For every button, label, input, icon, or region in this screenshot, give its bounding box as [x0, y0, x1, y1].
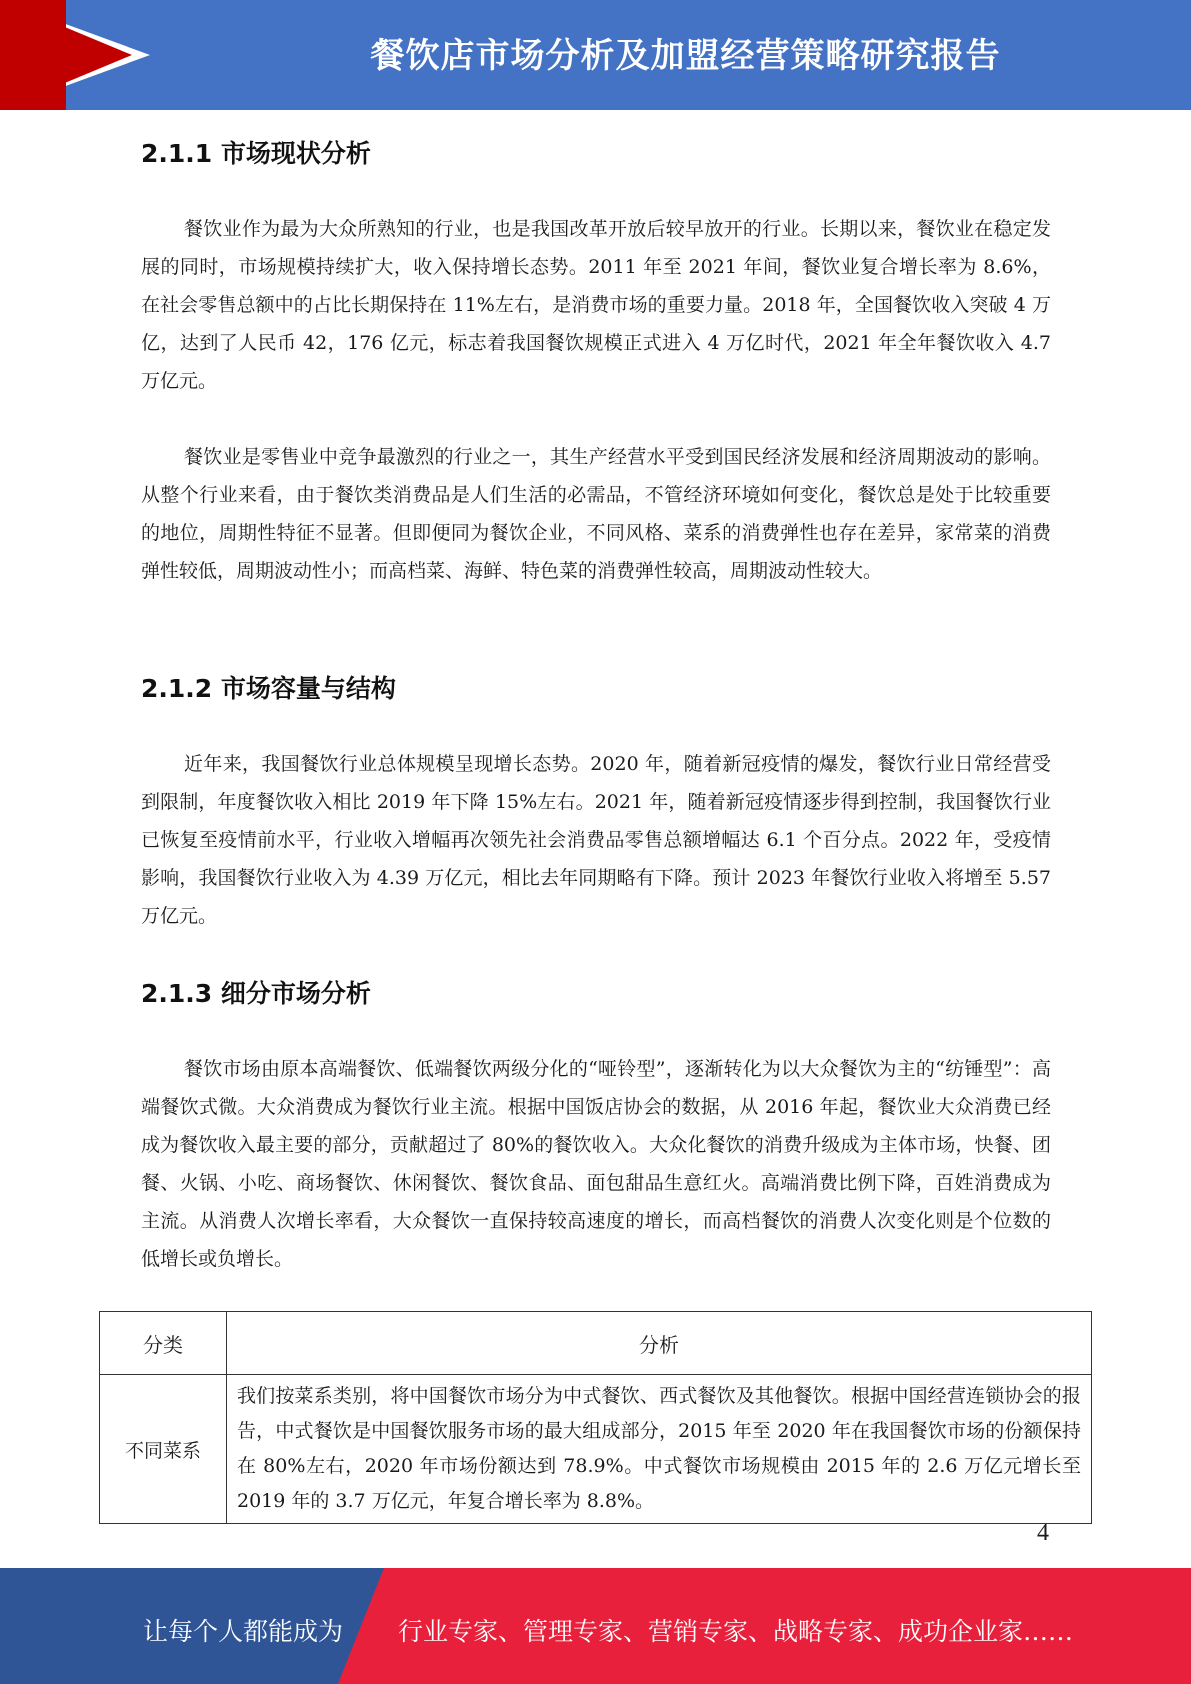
- table-header-analysis: 分析: [227, 1312, 1092, 1375]
- section-2-1-2-paragraph-1: 近年来，我国餐饮行业总体规模呈现增长态势。2020 年，随着新冠疫情的爆发，餐饮行业日常经营受到限制，年度餐饮收入相比 2019 年下降 15%左右。2021 年，随着新冠疫情逐步得到控制，我国餐饮行业已恢复至疫情前水平，行业收入增幅再次领先社会消费品零售总额增幅达 6.1 个百分点。2022 年，受疫情影响，我国餐饮行业收入为 4.39 万亿元，相比去年同期略有下降。预计 2023 年餐饮行业收入将增至 5.57 万亿元。: [141, 753, 1051, 927]
- table-row: [100, 1375, 1092, 1524]
- table-cell-analysis: 我们按菜系类别，将中国餐饮市场分为中式餐饮、西式餐饮及其他餐饮。根据中国经营连锁协会的报告，中式餐饮是中国餐饮服务市场的最大组成部分，2015 年至 2020 年在我国餐饮市场的份额保持在 80%左右，2020 年市场份额达到 78.9%。中式餐饮市场规模由 2015 年的 2.6 万亿元增长至 2019 年的 3.7 万亿元，年复合增长率为 8.8%。: [227, 1375, 1092, 1524]
- section-2-1-1-paragraph-2: 餐饮业是零售业中竞争最激烈的行业之一，其生产经营水平受到国民经济发展和经济周期波动的影响。从整个行业来看，由于餐饮类消费品是人们生活的必需品，不管经济环境如何变化，餐饮总是处于比较重要的地位，周期性特征不显著。但即便同为餐饮企业，不同风格、菜系的消费弹性也存在差异，家常菜的消费弹性较低，周期波动性小；而高档菜、海鲜、特色菜的消费弹性较高，周期波动性较大。: [141, 446, 1051, 582]
- chevron-red-decoration: [0, 0, 132, 110]
- section-heading-2-1-3: 2.1.3 细分市场分析: [141, 979, 371, 1008]
- page-header: [0, 0, 1191, 110]
- footer-slogan-right: 行业专家、管理专家、营销专家、战略专家、成功企业家……: [398, 1617, 1074, 1646]
- page-footer: [0, 1568, 1191, 1684]
- section-2-1-3-paragraph-1: 餐饮市场由原本高端餐饮、低端餐饮两级分化的“哑铃型”，逐渐转化为以大众餐饮为主的“纺锤型”：高端餐饮式微。大众消费成为餐饮行业主流。根据中国饭店协会的数据，从 2016 年起，餐饮业大众消费已经成为餐饮收入最主要的部分，贡献超过了 80%的餐饮收入。大众化餐饮的消费升级成为主体市场，快餐、团餐、火锅、小吃、商场餐饮、休闲餐饮、餐饮食品、面包甜品生意红火。高端消费比例下降，百姓消费成为主流。从消费人次增长率看，大众餐饮一直保持较高速度的增长，而高档餐饮的消费人次变化则是个位数的低增长或负增长。: [141, 1058, 1051, 1270]
- table-cell-category: 不同菜系: [100, 1375, 227, 1524]
- section-heading-2-1-2: 2.1.2 市场容量与结构: [141, 674, 396, 703]
- page-number: 4: [1037, 1520, 1049, 1546]
- table-header-category: 分类: [100, 1312, 227, 1375]
- footer-slogan-left: 让每个人都能成为: [143, 1617, 344, 1646]
- section-2-1-1-paragraph-1: 餐饮业作为最为大众所熟知的行业，也是我国改革开放后较早放开的行业。长期以来，餐饮业在稳定发展的同时，市场规模持续扩大，收入保持增长态势。2011 年至 2021 年间，餐饮业复合增长率为 8.6%，在社会零售总额中的占比长期保持在 11%左右，是消费市场的重要力量。2018 年，全国餐饮收入突破 4 万亿，达到了人民币 42，176 亿元，标志着我国餐饮规模正式进入 4 万亿时代，2021 年全年餐饮收入 4.7 万亿元。: [141, 218, 1051, 392]
- table-header-row: [100, 1312, 1092, 1375]
- report-title: 餐饮店市场分析及加盟经营策略研究报告: [370, 36, 1001, 76]
- analysis-table: [99, 1311, 1092, 1524]
- section-heading-2-1-1: 2.1.1 市场现状分析: [141, 139, 371, 168]
